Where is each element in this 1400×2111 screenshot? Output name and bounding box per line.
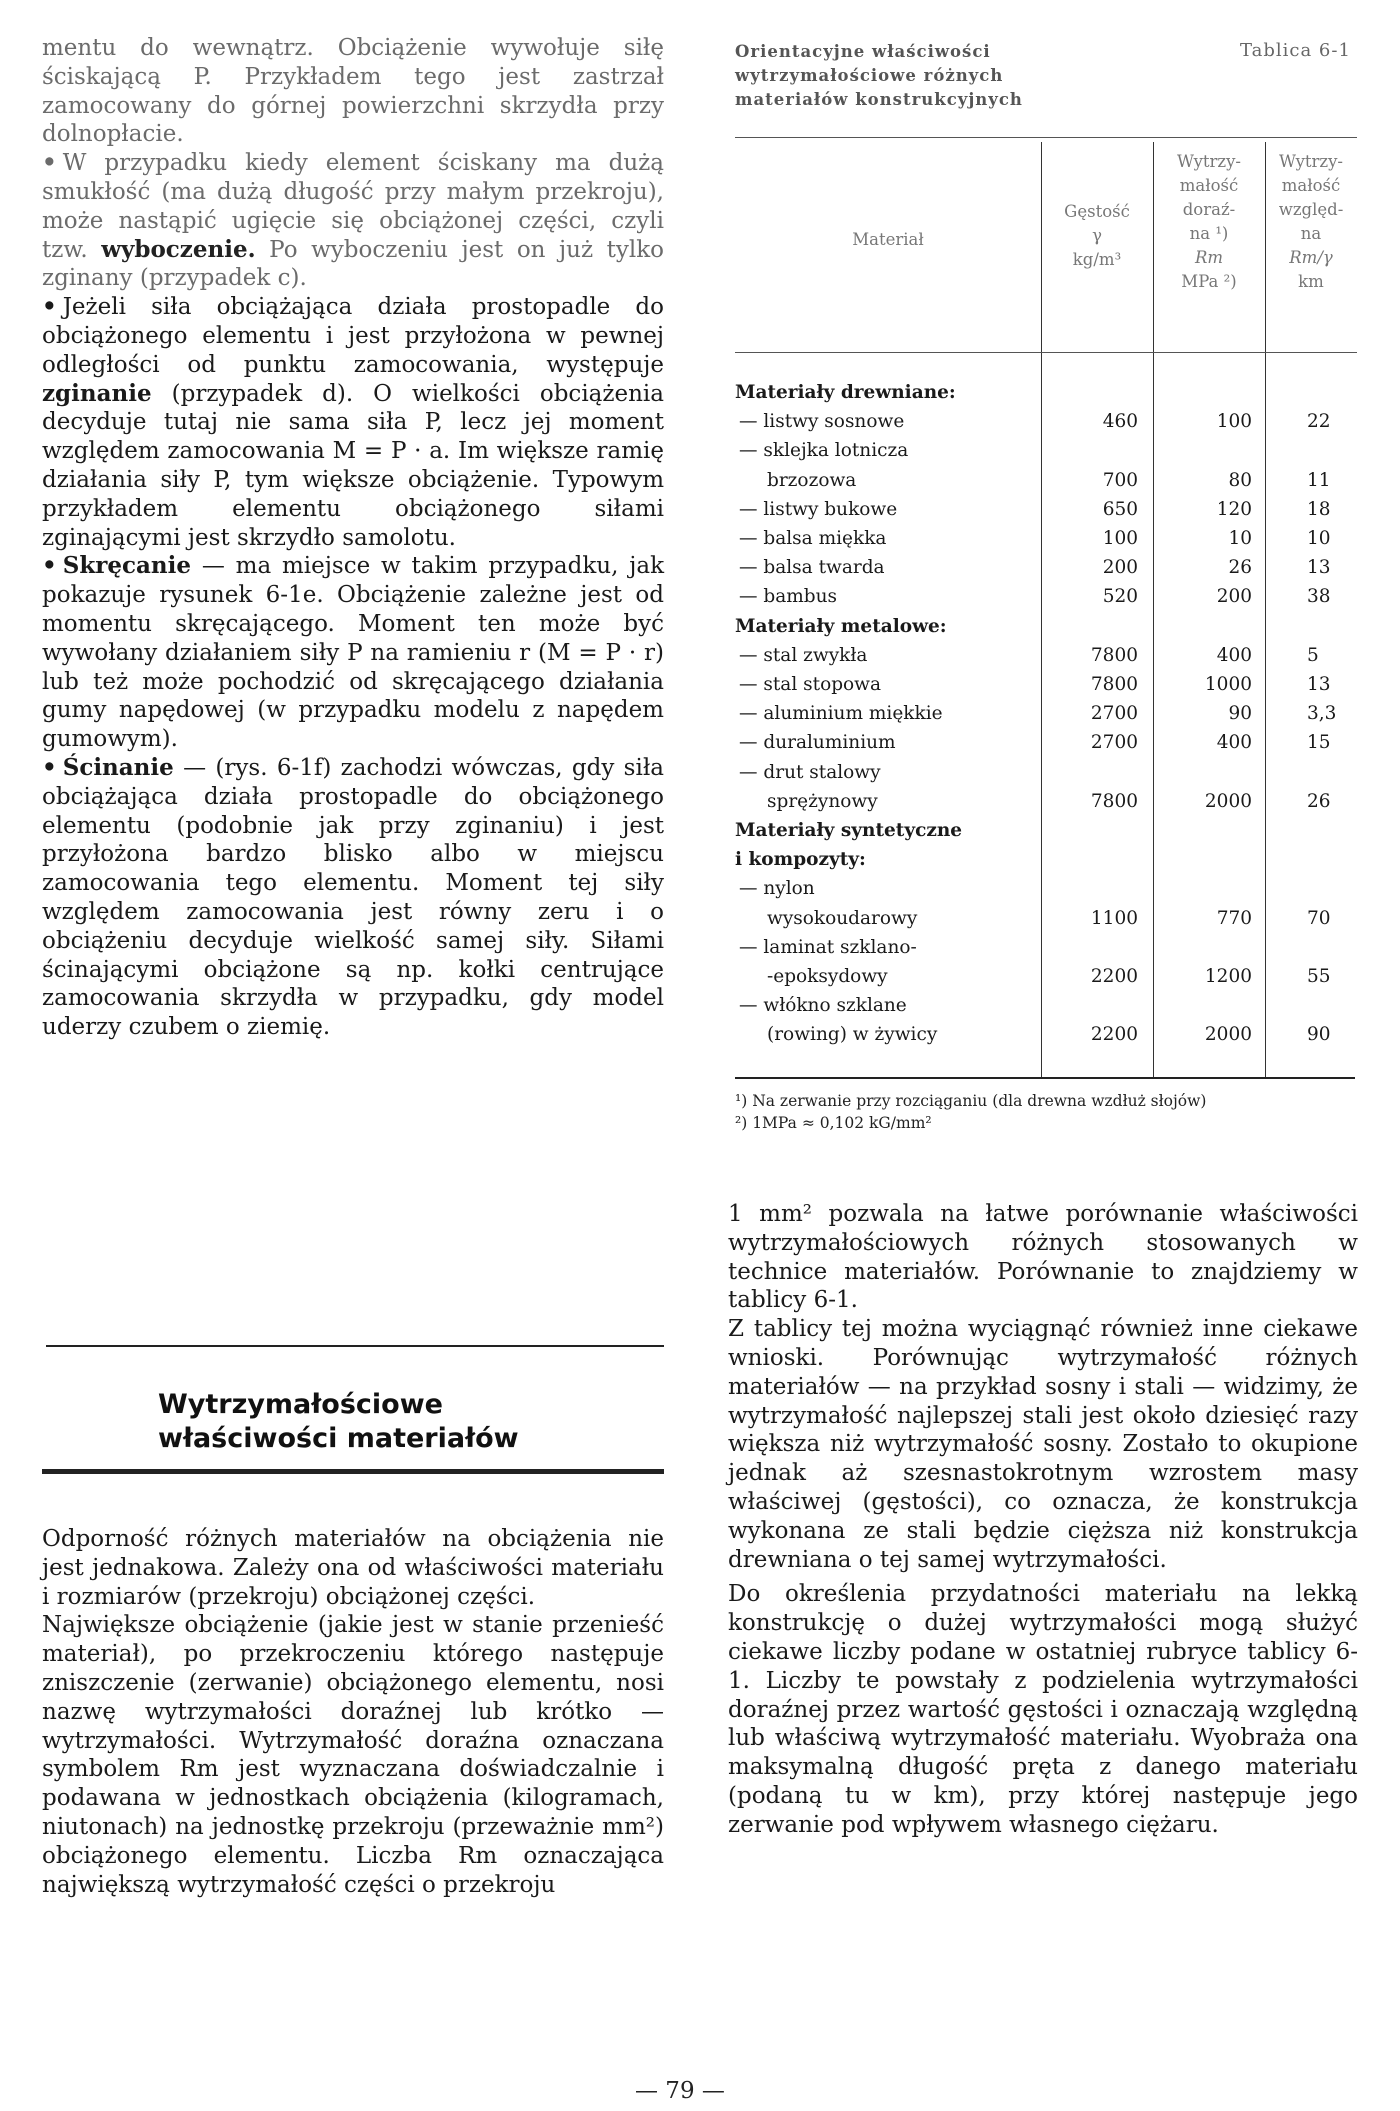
header-relative-strength: Wytrzy- małość względ- na Rm/γ km — [1278, 152, 1344, 291]
density-value: 2200 — [1090, 966, 1138, 987]
strength-value: 100 — [1216, 411, 1252, 433]
table-row — [735, 670, 1355, 699]
term-buckling: wyboczenie. — [101, 235, 256, 263]
bullet-icon: • — [42, 149, 57, 177]
material-name: — laminat szklano- — [739, 936, 917, 958]
table-category-row — [735, 816, 1355, 845]
table-row — [735, 874, 1355, 903]
relative-strength-value: 5 — [1307, 644, 1319, 666]
paragraph-torsion: • Skręcanie — ma miejsce w takim przypadku, jak pokazuje rysunek 6-1e. Obciążenie zależne jest od momentu skręcającego. Moment ten może być wywołany działaniem siły P na ramieniu r (M = P · r) lub też może pochodzić od skręcającego działania gumy napędowej (w przypadku modelu z napędem gumowym). — [42, 552, 665, 753]
left-column-text — [42, 34, 664, 1042]
material-name: — sklejka lotnicza — [739, 440, 909, 462]
table-bottom-rule — [735, 1077, 1355, 1079]
strength-value: 400 — [1216, 732, 1252, 754]
table-header-rule — [735, 352, 1357, 353]
strength-value: 90 — [1228, 703, 1252, 725]
table-title: Orientacyjne właściwości wytrzymałościowe różnych materiałów konstrukcyjnych — [735, 42, 1023, 109]
material-name: — duraluminium — [739, 732, 896, 754]
table-row — [735, 904, 1355, 933]
material-name: — stal zwykła — [739, 644, 868, 666]
material-name: Materiały drewniane: — [735, 382, 956, 403]
table-row — [735, 787, 1355, 816]
paragraph-bending: • Jeżeli siła obciążająca działa prostopadle do obciążonego elementu i jest przyłożona w pewnej odległości od punktu zamocowania, występuje zginanie (przypadek d). O wielkości obciążenia decyduje tutaj nie sama siła P, lecz jej moment względem zamocowania M = P · a. Im większe ramię działania siły P, tym większe obciążenie. Typowym przykładem elementu obciążonego siłami zginającymi jest skrzydło samolotu. — [42, 293, 664, 551]
left-column-section-text — [42, 1525, 664, 1899]
strength-value: 770 — [1216, 907, 1252, 929]
table-row — [735, 933, 1355, 962]
strength-value: 2000 — [1204, 790, 1252, 812]
strength-value: 26 — [1228, 557, 1252, 579]
term-bending: zginanie — [42, 379, 152, 407]
paragraph-conclusions: Z tablicy tej można wyciągnąć również inne ciekawe wnioski. Porównując wytrzymałość różnych materiałów — na przykład sosny i stali — widzimy, że wytrzymałość najlepszej stali jest około dziesięć razy większa niż wytrzymałość sosny. Zostało to okupione jednak aż szesnastokrotnym wzrostem masy właściwej (gęstości), co oznacza, że konstrukcja wykonana ze stali będzie cięższa niż konstrukcja drewniana o tej samej wytrzymałości. — [728, 1316, 1358, 1573]
table-row — [735, 991, 1355, 1020]
density-value: 460 — [1102, 411, 1138, 433]
paragraph-comparison: 1 mm² pozwala na łatwe porównanie właściwości wytrzymałościowych różnych stosowanych w technice materiałów. Porównanie to znajdziemy w tablicy 6-1. — [728, 1201, 1358, 1314]
relative-strength-value: 13 — [1307, 557, 1331, 579]
relative-strength-value: 70 — [1307, 907, 1331, 929]
section-bottom-rule — [42, 1469, 664, 1474]
strength-value: 1000 — [1204, 674, 1252, 695]
material-name: — bambus — [739, 586, 838, 608]
material-name: — stal stopowa — [739, 674, 882, 695]
relative-strength-value: 90 — [1307, 1024, 1331, 1046]
right-column-text — [728, 1200, 1358, 1840]
table-row — [735, 524, 1355, 553]
material-name: — aluminium miękkie — [739, 703, 943, 725]
material-name: — listwy bukowe — [739, 498, 898, 520]
density-value: 2200 — [1090, 1024, 1138, 1046]
relative-strength-value: 15 — [1307, 732, 1331, 754]
density-value: 7800 — [1090, 674, 1138, 695]
material-name: — nylon — [739, 878, 815, 900]
strength-value: 10 — [1228, 528, 1252, 549]
header-density: Gęstość γ kg/m³ — [1064, 202, 1130, 269]
term-shear: Ścinanie — [62, 753, 174, 781]
table-row — [735, 1020, 1355, 1049]
table-row — [735, 466, 1355, 495]
paragraph-buckling: • W przypadku kiedy element ściskany ma dużą smukłość (ma dużą długość przy małym przekroju), może nastąpić ugięcie się obciążonej części, czyli tzw. wyboczenie. Po wyboczeniu jest on już tylko zginany (przypadek c). — [42, 149, 665, 292]
table-top-rule — [735, 137, 1357, 138]
header-material: Materiał — [852, 230, 924, 249]
table-row — [735, 553, 1355, 582]
table-row — [735, 582, 1355, 611]
strength-value: 2000 — [1204, 1024, 1252, 1046]
material-name: Materiały metalowe: — [735, 615, 947, 637]
strength-value: 120 — [1216, 498, 1252, 520]
strength-value: 400 — [1216, 644, 1252, 666]
table-row — [735, 699, 1355, 728]
material-name: — balsa miękka — [739, 528, 887, 549]
table-row — [735, 641, 1355, 670]
material-name: i kompozyty: — [735, 849, 866, 871]
material-name: Materiały syntetyczne — [735, 820, 963, 841]
material-name: brzozowa — [767, 469, 857, 491]
relative-strength-value: 10 — [1307, 528, 1331, 549]
table-row — [735, 436, 1355, 465]
relative-strength-value: 13 — [1307, 674, 1331, 695]
paragraph-intro: mentu do wewnątrz. Obciążenie wywołuje siłę ściskającą P. Przykładem tego jest zastrzał zamocowany do górnej powierzchni skrzydła przy dolnopłacie. — [42, 35, 664, 148]
material-name: — włókno szklane — [739, 995, 907, 1017]
material-name: — balsa twarda — [739, 557, 885, 579]
strength-value: 200 — [1216, 586, 1252, 608]
table-row — [735, 495, 1355, 524]
header-strength: Wytrzy- małość doraź- na ¹) Rm MPa ²) — [1176, 152, 1242, 291]
paragraph-shear: • Ścinanie — (rys. 6-1f) zachodzi wówczas, gdy siła obciążająca działa prostopadle do obciążonego elementu (podobnie jak przy zginaniu) i jest przyłożona bardzo blisko albo w miejscu zamocowania tego elementu. Moment tej siły względem zamocowania jest równy zeru i o obciążeniu decyduje wielkość samej siły. Siłami ścinającymi obciążone są np. kołki centrujące zamocowania skrzydła w przypadku, gdy model uderzy czubem o ziemię. — [42, 753, 664, 1041]
density-value: 2700 — [1090, 703, 1138, 725]
bullet-icon: • — [42, 293, 57, 321]
paragraph-relative-strength: Do określenia przydatności materiału na lekką konstrukcję o dużej wytrzymałości mogą służyć ciekawe liczby podane w ostatniej rubryce tablicy 6-1. Liczby te powstały z podzielenia wytrzymałości doraźnej przez wartość gęstości i oznaczają względną lub właściwą wytrzymałość materiału. Wyobraża ona maksymalną długość pręta z danego materiału (podaną tu w km), przy której następuje jego zerwanie pod wpływem własnego ciężaru. — [728, 1581, 1358, 1838]
density-value: 1100 — [1090, 907, 1138, 929]
density-value: 700 — [1102, 469, 1138, 491]
relative-strength-value: 22 — [1307, 411, 1331, 433]
table-number: Tablica 6-1 — [1240, 40, 1351, 61]
strength-value: 1200 — [1204, 966, 1252, 987]
bullet-icon: • — [42, 753, 57, 781]
density-value: 100 — [1102, 528, 1138, 549]
table-category-row — [735, 845, 1355, 874]
density-value: 7800 — [1090, 790, 1138, 812]
term-torsion: Skręcanie — [62, 552, 191, 580]
material-name: wysokoudarowy — [767, 907, 918, 929]
material-name: — listwy sosnowe — [739, 411, 905, 433]
material-name: sprężynowy — [767, 790, 878, 812]
section-heading: Wytrzymałościowe właściwości materiałów — [158, 1389, 519, 1454]
page-number: — 79 — — [635, 2078, 725, 2104]
footnote-2: ²) 1MPa ≈ 0,102 kG/mm² — [735, 1114, 932, 1132]
section-top-rule — [46, 1345, 664, 1347]
relative-strength-value: 3,3 — [1307, 703, 1337, 725]
relative-strength-value: 26 — [1307, 790, 1331, 812]
table-row — [735, 407, 1355, 436]
table-row — [735, 758, 1355, 787]
material-name: -epoksydowy — [767, 966, 888, 987]
paragraph-resistance: Odporność różnych materiałów na obciążenia nie jest jednakowa. Zależy ona od właściwości materiału i rozmiarów (przekroju) obciążonej części. — [42, 1526, 664, 1610]
strength-value: 80 — [1228, 469, 1252, 491]
density-value: 200 — [1102, 557, 1138, 579]
relative-strength-value: 55 — [1307, 966, 1331, 987]
bullet-icon: • — [42, 552, 57, 580]
density-value: 650 — [1102, 498, 1138, 520]
density-value: 520 — [1102, 586, 1138, 608]
table-category-row — [735, 378, 1355, 407]
material-name: — drut stalowy — [739, 761, 881, 783]
density-value: 2700 — [1090, 732, 1138, 754]
table-row — [735, 962, 1355, 991]
density-value: 7800 — [1090, 644, 1138, 666]
relative-strength-value: 11 — [1307, 469, 1331, 491]
relative-strength-value: 38 — [1307, 586, 1331, 608]
relative-strength-value: 18 — [1307, 498, 1331, 520]
table-category-row — [735, 612, 1355, 641]
paragraph-strength-definition: Największe obciążenie (jakie jest w stanie przenieść materiał), po przekroczeniu którego następuje zniszczenie (zerwanie) obciążonego elementu, nosi nazwę wytrzymałości doraźnej lub krótko — wytrzymałości. Wytrzymałość doraźna oznaczana symbolem Rm jest wyznaczana doświadczalnie i podawana w jednostkach obciążenia (kilogramach, niutonach) na jednostkę przekroju (przeważnie mm²) obciążonego elementu. Liczba Rm oznaczająca największą wytrzymałość części o przekroju — [42, 1612, 664, 1898]
material-name: (rowing) w żywicy — [767, 1024, 938, 1046]
footnote-1: ¹) Na zerwanie przy rozciąganiu (dla drewna wzdłuż słojów) — [735, 1092, 1207, 1110]
table-row — [735, 728, 1355, 757]
